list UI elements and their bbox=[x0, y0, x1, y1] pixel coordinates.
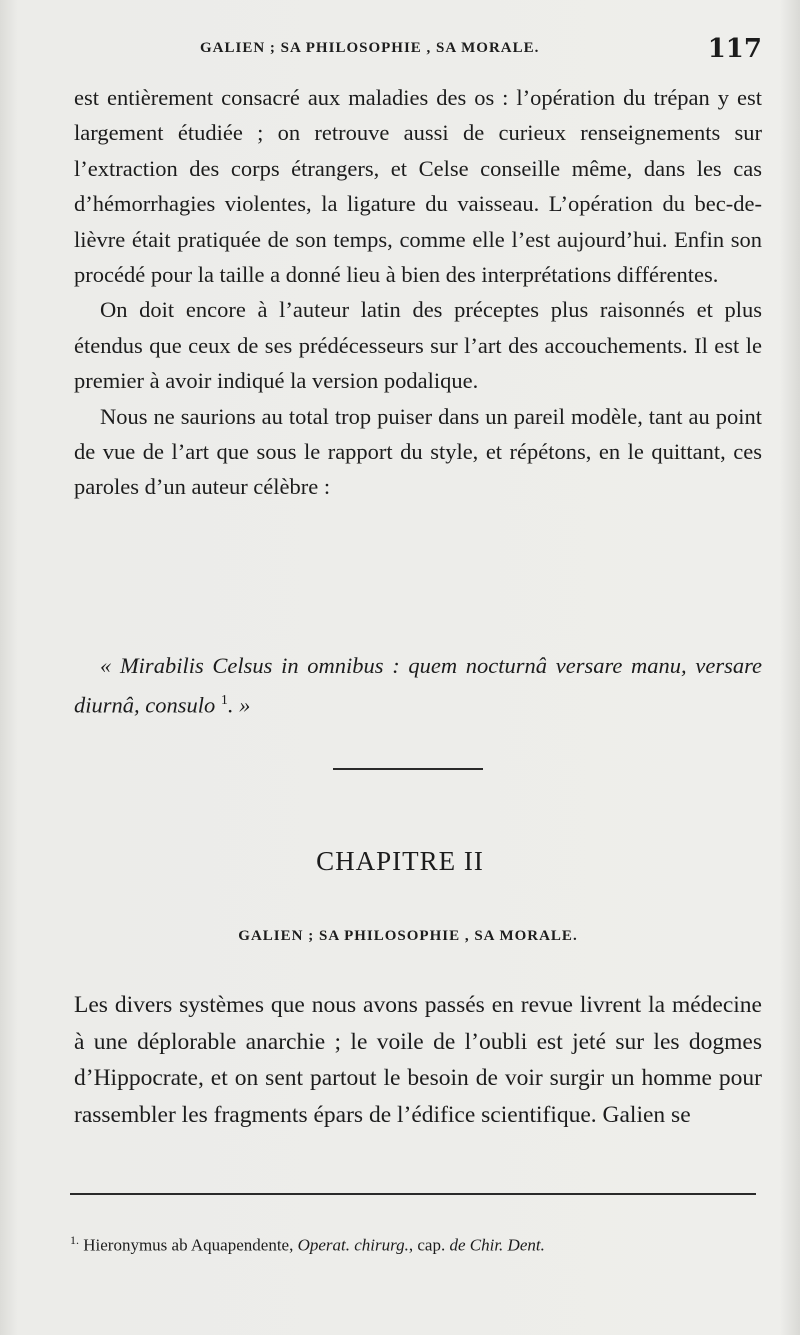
section-divider bbox=[333, 768, 483, 770]
footnote-author: Hieronymus ab Aquapendente, bbox=[83, 1235, 294, 1255]
footnote bbox=[70, 1228, 760, 1258]
footnote-number: 1. bbox=[70, 1233, 79, 1247]
running-head bbox=[0, 34, 800, 68]
paragraph-model: Nous ne saurions au total trop puiser dans un pareil modèle, tant au point de vue de l’art que sous le rapport du style, et répétons, en le quittant, ces paroles d’un auteur célèbre : bbox=[74, 403, 762, 500]
paragraph-obstetrics: On doit encore à l’auteur latin des préceptes plus raisonnés et plus étendus que ceux de ses prédécesseurs sur l’art des accouchements. Il est le premier à avoir indiqué la version podalique. bbox=[74, 297, 762, 394]
chapter-paragraph: Les divers systèmes que nous avons passés en revue livrent la médecine à une déplorable anarchie ; le voile de l’oubli est jeté sur les dogmes d’Hippocrate, et on sent partout le besoin de voir surgir un homme pour rassembler les fragments épars de l’édifice scientifique. Galien se bbox=[74, 992, 762, 1128]
body-text-top bbox=[74, 80, 762, 505]
chapter-subtitle: GALIEN ; SA PHILOSOPHIE , SA MORALE. bbox=[238, 928, 578, 944]
continuation-paragraph: est entièrement consacré aux maladies des os : l’opération du trépan y est largement étudiée ; on retrouve aussi de curieux renseignements sur l’extraction des corps étrangers, et Celse conseille même, dans les cas d’hémorrhagies violentes, la ligature du vaisseau. L’opération du bec-de-lièvre était pratiquée de son temps, comme elle l’est aujourd’hui. Enfin son procédé pour la taille a donné lieu à bien des interprétations différentes. bbox=[74, 85, 762, 288]
latin-quote bbox=[74, 648, 762, 723]
quote-text: Mirabilis Celsus in omnibus : quem nocturnâ versare manu, versare diurnâ, consulo bbox=[74, 653, 763, 718]
quote-open: « bbox=[100, 653, 120, 678]
chapter-body bbox=[74, 987, 762, 1133]
page-number: 117 bbox=[707, 34, 762, 64]
footnote-middle: , cap. bbox=[408, 1235, 446, 1255]
footnote-rule bbox=[70, 1193, 756, 1195]
footnote-work: Operat. chirurg. bbox=[297, 1235, 409, 1255]
footnote-section: de Chir. Dent. bbox=[449, 1235, 545, 1255]
quote-close: . » bbox=[227, 692, 251, 718]
chapter-title: CHAPITRE II bbox=[316, 846, 484, 876]
running-head-title: GALIEN ; SA PHILOSOPHIE , SA MORALE. bbox=[200, 40, 540, 56]
footnote-reference: 1 bbox=[220, 693, 228, 709]
